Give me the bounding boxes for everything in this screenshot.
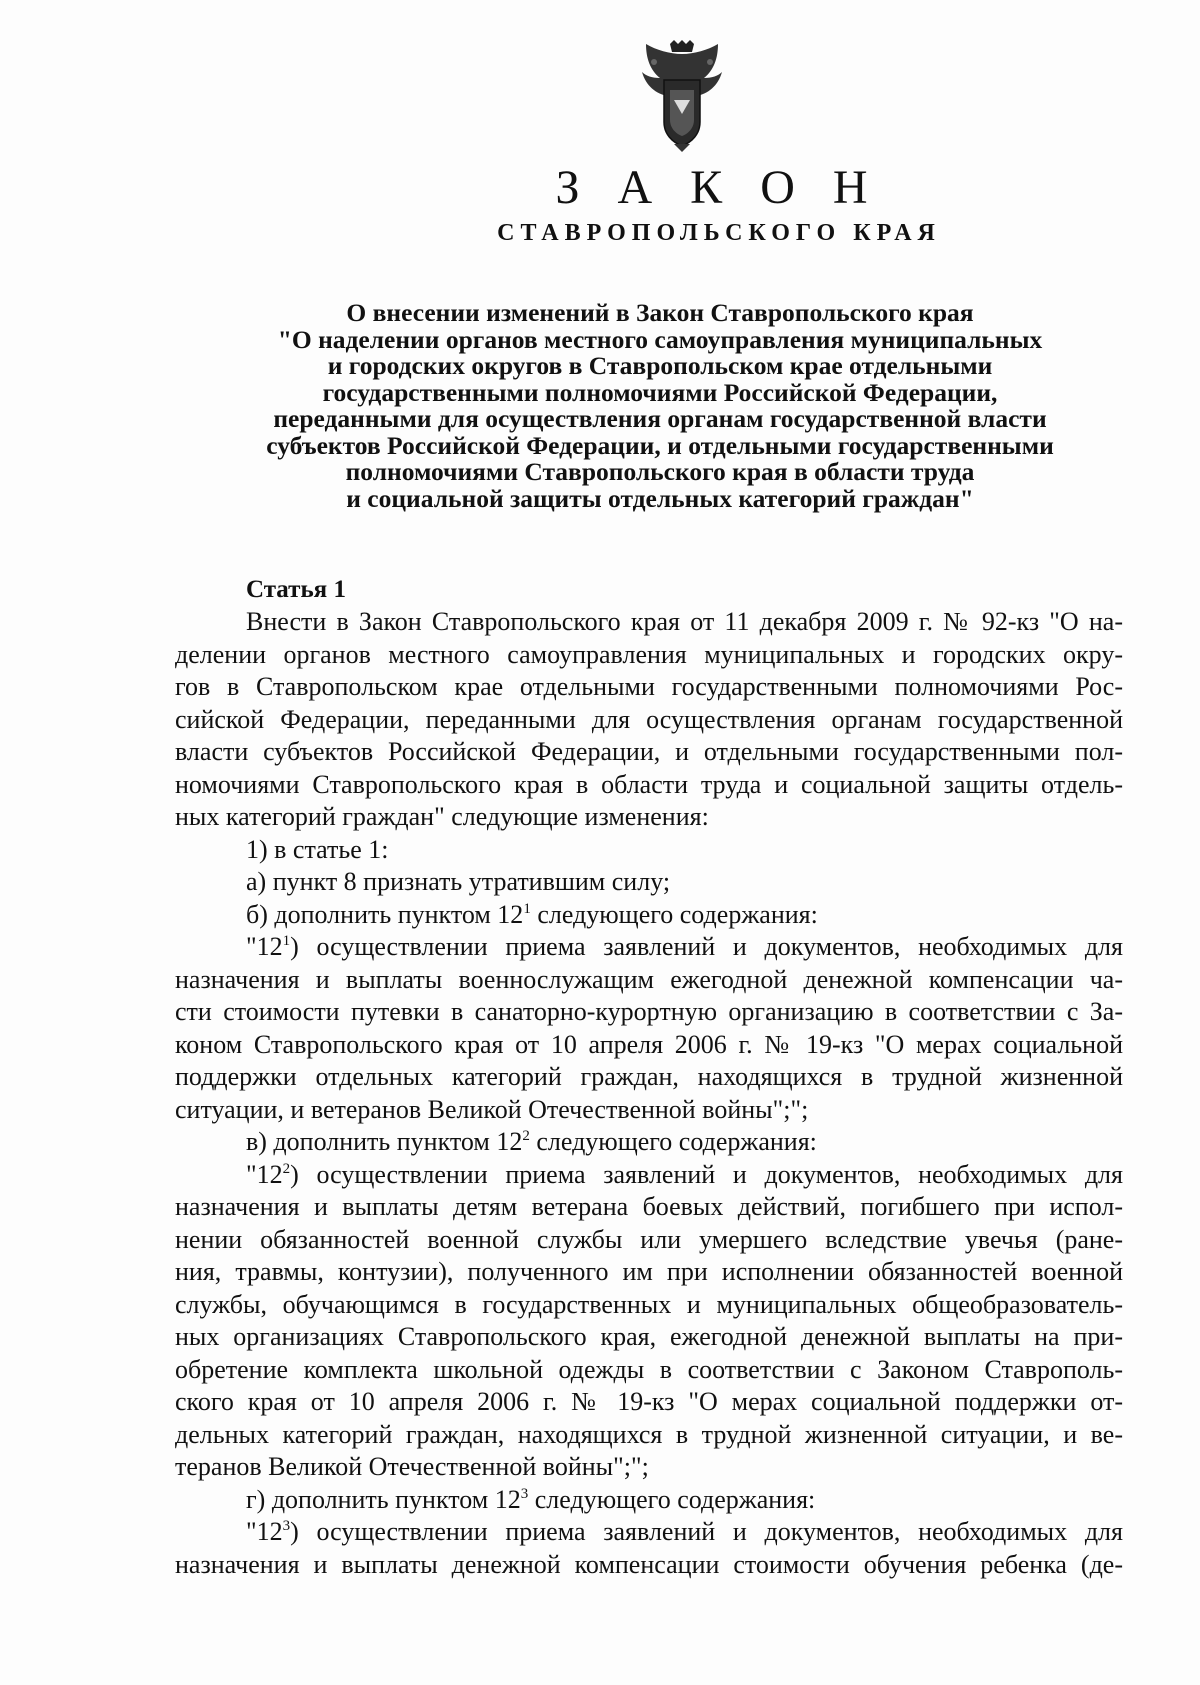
text-line: "$12^2$) осуществлении приема заявлений и документов, необходимых для <box>246 1159 1123 1189</box>
text-line: сти стоимости путевки в санаторно-курортную организацию в соответствии с За- <box>175 997 1123 1026</box>
text-line: "$12^1$) осуществлении приема заявлений и документов, необходимых для <box>246 932 1123 961</box>
article-body <box>175 606 1123 1581</box>
law-name-block <box>190 300 1130 512</box>
law-name-line: переданными для осуществления органам государственной власти <box>273 404 1047 433</box>
text-line: ных организациях Ставропольского края, ежегодной денежной выплаты на при- <box>175 1322 1123 1351</box>
text-line: Внести в Закон Ставропольского края от 11 декабря 2009 г. № 92-кз "О на- <box>246 607 1123 636</box>
stavropol-coat-of-arms-icon <box>640 40 724 152</box>
text-line: поддержки отдельных категорий граждан, находящихся в трудной жизненной <box>175 1062 1123 1091</box>
list-item: б) дополнить пунктом $12^1$ следующего содержания: <box>246 899 818 929</box>
text-line: ского края от 10 апреля 2006 г. № 19-кз "О мерах социальной поддержки от- <box>175 1387 1123 1416</box>
text-line: назначения и выплаты детям ветерана боевых действий, погибшего при испол- <box>175 1192 1123 1221</box>
text-line: "$12^3$) осуществлении приема заявлений и документов, необходимых для <box>246 1517 1123 1546</box>
text-line: коном Ставропольского края от 10 апреля 2006 г. № 19-кз "О мерах социальной <box>175 1029 1123 1059</box>
law-name-line: О внесении изменений в Закон Ставропольского края <box>346 298 974 327</box>
list-item: 1) в статье 1: <box>246 834 389 864</box>
text-line: гов в Ставропольском крае отдельными государственными полномочиями Рос- <box>175 672 1123 701</box>
text-line: власти субъектов Российской Федерации, и отдельными государственными пол- <box>175 737 1123 766</box>
law-name-line: полномочиями Ставропольского края в области труда <box>345 457 975 486</box>
text-line: делении органов местного самоуправления муниципальных и городских окру- <box>175 639 1123 669</box>
text-line: ния, травмы, контузии), полученного им при исполнении обязанностей военной <box>175 1257 1123 1286</box>
document-subtitle: СТАВРОПОЛЬСКОГО КРАЯ <box>497 220 941 246</box>
list-item: в) дополнить пунктом $12^2$ следующего содержания: <box>246 1127 817 1156</box>
text-line: теранов Великой Отечественной войны";"; <box>175 1452 649 1481</box>
text-line: обретение комплекта школьной одежды в соответствии с Законом Ставрополь- <box>175 1354 1123 1384</box>
list-item: а) пункт 8 признать утратившим силу; <box>246 867 671 896</box>
law-name-line: государственными полномочиями Российской Федерации, <box>322 377 998 407</box>
text-line: ных категорий граждан" следующие изменения: <box>175 802 709 831</box>
text-line: нении обязанностей военной службы или умершего вследствие увечья (ране- <box>175 1224 1123 1254</box>
list-item: г) дополнить пунктом $12^3$ следующего содержания: <box>246 1484 816 1514</box>
text-line: назначения и выплаты денежной компенсации стоимости обучения ребенка (де- <box>175 1549 1123 1579</box>
article-heading: Статья 1 <box>246 576 346 603</box>
text-line: назначения и выплаты военнослужащим ежегодной денежной компенсации ча- <box>175 964 1123 994</box>
law-name-line: субъектов Российской Федерации, и отдельными государственными <box>266 430 1054 460</box>
law-name-line: и социальной защиты отдельных категорий граждан" <box>346 483 974 513</box>
law-name-line: и городских округов в Ставропольском крае отдельными <box>327 351 993 380</box>
text-line: службы, обучающимся в государственных и муниципальных общеобразователь- <box>175 1289 1123 1319</box>
law-name-line: "О наделении органов местного самоуправления муниципальных <box>277 324 1043 354</box>
text-line: сийской Федерации, переданными для осуществления органам государственной <box>175 704 1123 734</box>
text-line: ситуации, и ветеранов Великой Отечественной войны";"; <box>175 1094 809 1124</box>
text-line: дельных категорий граждан, находящихся в трудной жизненной ситуации, и ве- <box>175 1419 1123 1449</box>
text-line: номочиями Ставропольского края в области труда и социальной защиты отдель- <box>175 769 1123 799</box>
document-title: З А К О Н <box>555 161 881 214</box>
